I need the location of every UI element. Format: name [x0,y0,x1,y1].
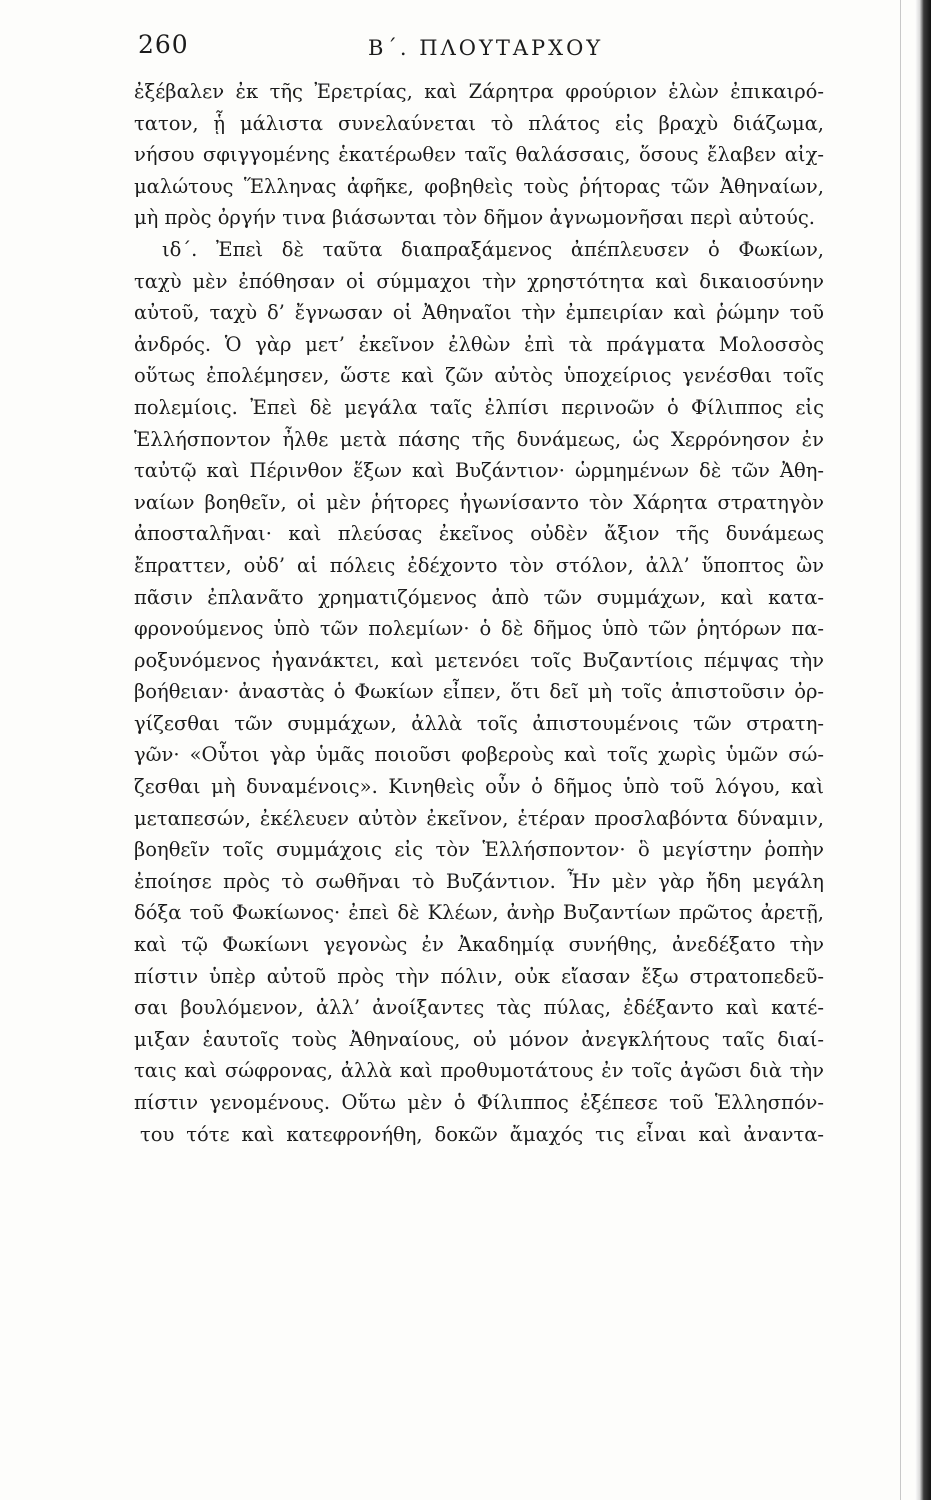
text-line: πολεμίοις. Ἐπεὶ δὲ μεγάλα ταῖς ἐλπίσι περινοῶν ὁ Φίλιππος εἰς [134,395,824,419]
text-line: μαλώτους Ἕλληνας ἀφῆκε, φοβηθεὶς τοὺς ῥήτορας τῶν Ἀθηναίων, [134,174,824,198]
text-line: ἀνδρός. Ὁ γὰρ μετ’ ἐκεῖνον ἐλθὼν ἐπὶ τὰ πράγματα Μολοσσὸς [134,332,824,356]
text-line: ταὐτῷ καὶ Πέρινθον ἕξων καὶ Βυζάντιον· ὡρμημένων δὲ τῶν Ἀθη- [134,459,824,483]
text-line: ζεσθαι μὴ δυναμένοις». Κινηθεὶς οὖν ὁ δῆμος ὑπὸ τοῦ λόγου, καὶ [134,775,824,799]
page-number: 260 [138,30,189,59]
text-line: οὕτως ἐπολέμησεν, ὥστε καὶ ζῶν αὐτὸς ὑποχείριος γενέσθαι τοῖς [134,364,824,388]
text-line: ταις καὶ σώφρονας, ἀλλὰ καὶ προθυμοτάτους ἐν τοῖς ἀγῶσι διὰ τὴν [134,1059,824,1083]
text-line: πᾶσιν ἐπλανᾶτο χρηματιζόμενος ἀπὸ τῶν συμμάχων, καὶ κατα- [134,585,824,609]
text-line: μιξαν ἑαυτοῖς τοὺς Ἀθηναίους, οὐ μόνον ἀνεγκλήτους ταῖς διαί- [134,1027,824,1051]
text-line: μὴ πρὸς ὀργήν τινα βιάσωνται τὸν δῆμον ἀγνωμονῆσαι περὶ αὐτούς. [134,206,815,230]
text-line: πίστιν γενομένους. Οὕτω μὲν ὁ Φίλιππος ἐξέπεσε τοῦ Ἑλλησπόν- [134,1091,824,1114]
page-edge-line [900,0,901,1500]
text-line: ἔπραττεν, οὐδ’ αἱ πόλεις ἐδέχοντο τὸν στόλον, ἀλλ’ ὕποπτος ὢν [134,553,824,577]
text-line: νήσου σφιγγομένης ἑκατέρωθεν ταῖς θαλάσσαις, ὅσους ἔλαβεν αἰχ- [134,143,824,167]
text-line: του τότε καὶ κατεφρονήθη, δοκῶν ἄμαχός τις εἶναι καὶ ἀναντα- [140,1122,824,1146]
text-line: ἀποσταλῆναι· καὶ πλεύσας ἐκεῖνος οὐδὲν ἄξιον τῆς δυνάμεως [134,522,824,546]
text-line: ναίων βοηθεῖν, οἱ μὲν ῥήτορες ἠγωνίσαντο τὸν Χάρητα στρατηγὸν [134,490,824,514]
body-text [134,76,824,1150]
text-line: φρονούμενος ὑπὸ τῶν πολεμίων· ὁ δὲ δῆμος ὑπὸ τῶν ῥητόρων πα- [134,617,824,641]
text-line: ροξυνόμενος ἠγανάκτει, καὶ μετενόει τοῖς Βυζαντίοις πέμψας τὴν [134,648,824,672]
text-line: δόξα τοῦ Φωκίωνος· ἐπεὶ δὲ Κλέων, ἀνὴρ Βυζαντίων πρῶτος ἀρετῇ, [134,901,824,925]
text-line: ταχὺ μὲν ἐπόθησαν οἱ σύμμαχοι τὴν χρηστότητα καὶ δικαιοσύνην [134,269,824,293]
text-line: βοήθειαν· ἀναστὰς ὁ Φωκίων εἶπεν, ὅτι δεῖ μὴ τοῖς ἀπιστοῦσιν ὀρ- [134,680,824,704]
page-header [138,30,838,70]
text-line: Ἑλλήσποντον ἦλθε μετὰ πάσης τῆς δυνάμεως, ὡς Χερρόνησον ἐν [134,427,824,451]
text-line: μεταπεσών, ἐκέλευεν αὐτὸν ἐκεῖνον, ἑτέραν προσλαβόντα δύναμιν, [134,806,824,830]
text-line: γῶν· «Οὗτοι γὰρ ὑμᾶς ποιοῦσι φοβεροὺς καὶ τοῖς χωρὶς ὑμῶν σώ- [134,743,824,767]
text-line: τατον, ᾗ μάλιστα συνελαύνεται τὸ πλάτος εἰς βραχὺ διάζωμα, [134,111,824,135]
text-line: σαι βουλόμενον, ἀλλ’ ἀνοίξαντες τὰς πύλας, ἐδέξαντο καὶ κατέ- [134,996,824,1020]
section-start-line: ιδ΄. Ἐπεὶ δὲ ταῦτα διαπραξάμενος ἀπέπλευσεν ὁ Φωκίων, [162,237,824,261]
text-line: καὶ τῷ Φωκίωνι γεγονὼς ἐν Ἀκαδημίᾳ συνήθης, ἀνεδέξατο τὴν [134,933,824,957]
binding-shadow [915,0,931,1500]
text-line: ἐποίησε πρὸς τὸ σωθῆναι τὸ Βυζάντιον. Ἦν μὲν γὰρ ἤδη μεγάλη [134,869,824,893]
running-head: Β΄. ΠΛΟΥΤΑΡΧΟΥ [368,36,604,60]
text-line: βοηθεῖν τοῖς συμμάχοις εἰς τὸν Ἑλλήσποντον· ὃ μεγίστην ῥοπὴν [134,838,824,862]
text-line: ἐξέβαλεν ἐκ τῆς Ἐρετρίας, καὶ Ζάρητρα φρούριον ἑλὼν ἐπικαιρό- [134,80,824,103]
text-line: γίζεσθαι τῶν συμμάχων, ἀλλὰ τοῖς ἀπιστουμένοις τῶν στρατη- [134,711,824,735]
text-line: πίστιν ὑπὲρ αὐτοῦ πρὸς τὴν πόλιν, οὐκ εἴασαν ἔξω στρατοπεδεῦ- [134,964,824,988]
text-line: αὐτοῦ, ταχὺ δ’ ἔγνωσαν οἱ Ἀθηναῖοι τὴν ἐμπειρίαν καὶ ῥώμην τοῦ [134,301,824,325]
